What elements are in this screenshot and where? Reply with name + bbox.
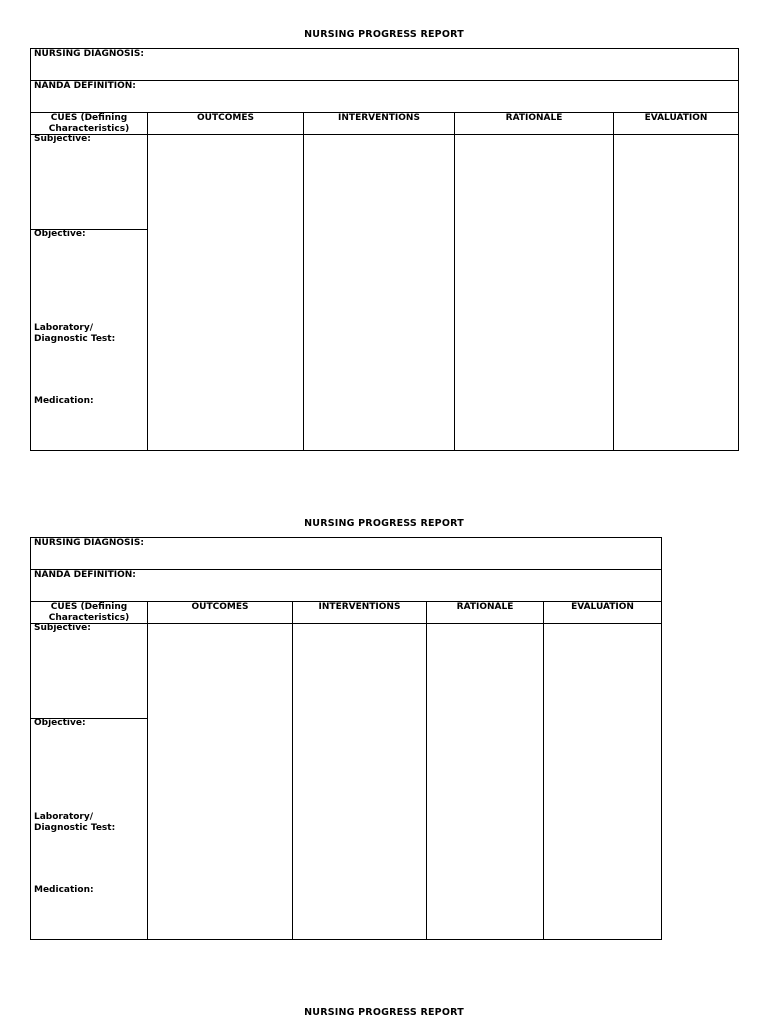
laboratory-label: Laboratory/ Diagnostic Test: [34,812,116,833]
column-divider [147,112,148,450]
column-divider [426,601,427,939]
nanda-definition-field[interactable] [31,81,738,113]
column-header-cues: CUES (Defining Characteristics) [48,113,130,134]
column-header-outcomes: OUTCOMES [197,113,254,123]
report-title-3: NURSING PROGRESS REPORT [304,1007,464,1018]
medication-label: Medication: [34,396,94,406]
nanda-definition-field[interactable] [31,570,661,602]
nanda-definition-label: NANDA DEFINITION: [34,570,136,580]
subjective-label: Subjective: [34,134,91,144]
objective-label: Objective: [34,718,86,728]
nursing-diagnosis-field[interactable] [31,538,661,570]
progress-form-2 [30,537,662,940]
report-title-1: NURSING PROGRESS REPORT [304,29,464,40]
progress-form-1 [30,48,739,451]
laboratory-label: Laboratory/ Diagnostic Test: [34,323,116,344]
report-title-2: NURSING PROGRESS REPORT [304,518,464,529]
column-header-evaluation: EVALUATION [571,602,634,612]
column-header-cues: CUES (Defining Characteristics) [48,602,130,623]
column-divider [147,601,148,939]
column-divider [613,112,614,450]
column-header-outcomes: OUTCOMES [191,602,249,612]
column-header-rationale: RATIONALE [456,602,514,612]
column-header-interventions: INTERVENTIONS [338,113,420,123]
column-header-interventions: INTERVENTIONS [318,602,401,612]
column-divider [543,601,544,939]
column-divider [454,112,455,450]
column-header-rationale: RATIONALE [505,113,563,123]
objective-label: Objective: [34,229,86,239]
column-divider [292,601,293,939]
nanda-definition-label: NANDA DEFINITION: [34,81,136,91]
column-divider [303,112,304,450]
medication-label: Medication: [34,885,94,895]
nursing-diagnosis-field[interactable] [31,49,738,81]
nursing-diagnosis-label: NURSING DIAGNOSIS: [34,538,144,548]
nursing-diagnosis-label: NURSING DIAGNOSIS: [34,49,144,59]
subjective-label: Subjective: [34,623,91,633]
column-header-evaluation: EVALUATION [644,113,708,123]
